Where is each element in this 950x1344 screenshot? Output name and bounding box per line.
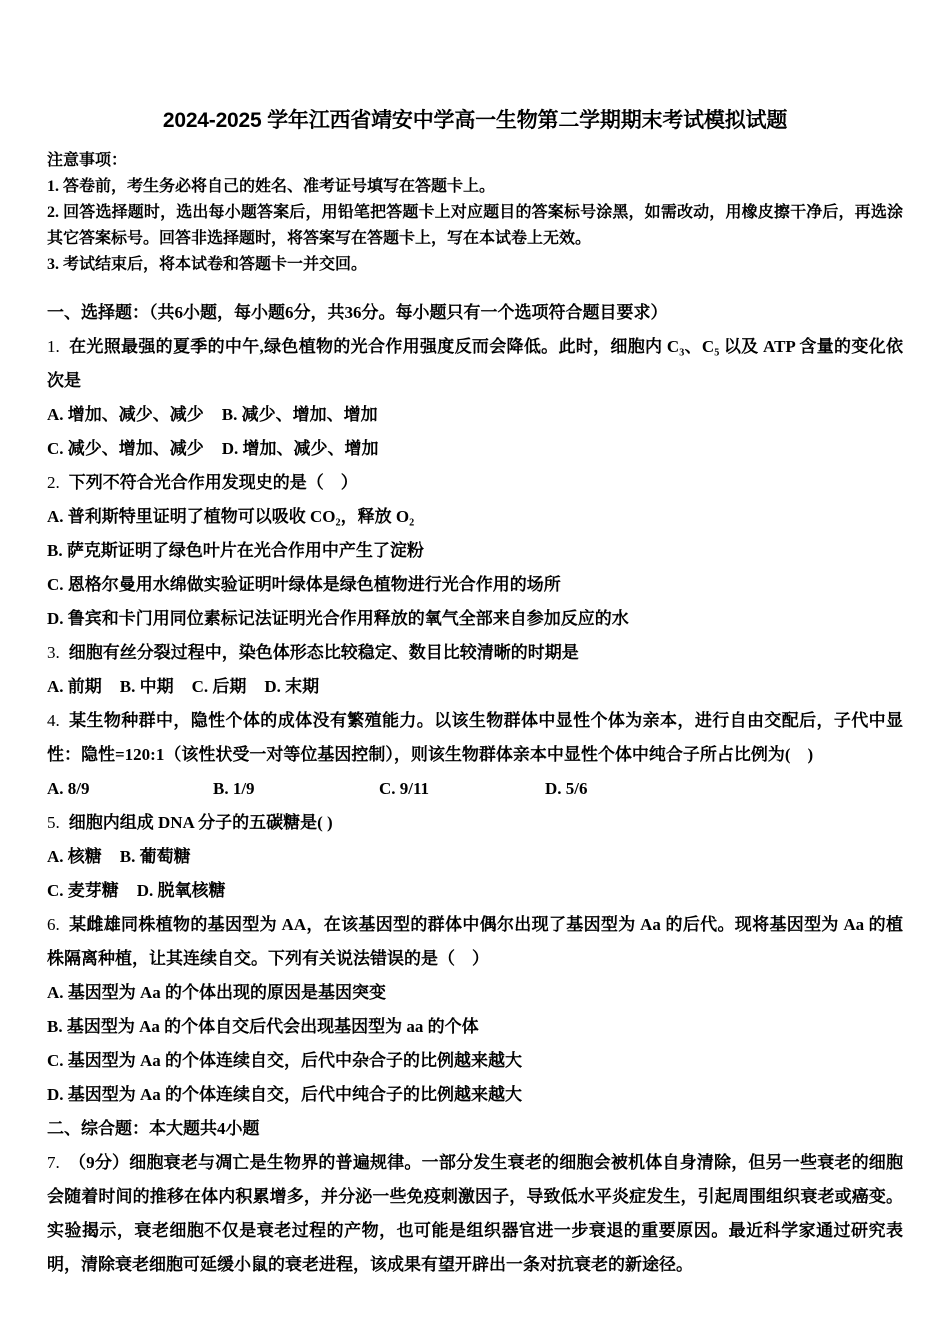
- question-5-stem: 细胞内组成 DNA 分子的五碳糖是( ): [68, 813, 333, 832]
- question-3-options-row: [47, 670, 903, 704]
- question-3-number: 3.: [47, 643, 60, 662]
- question-2-option-c: C. 恩格尔曼用水绵做实验证明叶绿体是绿色植物进行光合作用的场所: [47, 575, 561, 594]
- question-3-stem: 细胞有丝分裂过程中，染色体形态比较稳定、数目比较清晰的时期是: [68, 643, 579, 662]
- notice-item-1: 1. 答卷前，考生务必将自己的姓名、准考证号填写在答题卡上。: [47, 178, 496, 195]
- question-7-number: 7.: [47, 1153, 60, 1172]
- exam-title: 2024-2025 学年江西省靖安中学高一生物第二学期期末考试模拟试题: [162, 109, 788, 132]
- question-1-option-b: B. 减少、增加、增加: [221, 405, 378, 424]
- question-2-option-b: B. 萨克斯证明了绿色叶片在光合作用中产生了淀粉: [47, 541, 424, 560]
- question-4-number: 4.: [47, 711, 60, 730]
- notice-item-3: 3. 考试结束后，将本试卷和答题卡一并交回。: [47, 256, 368, 273]
- question-1-option-c: C. 减少、增加、减少: [47, 439, 204, 458]
- question-5-options-row-1: [47, 840, 903, 874]
- question-5: [47, 806, 903, 840]
- question-1-option-a: A. 增加、减少、减少: [47, 405, 204, 424]
- question-4-option-b: B. 1/9: [213, 779, 255, 798]
- notice-item-2: 2. 回答选择题时，选出每小题答案后，用铅笔把答题卡上对应题目的答案标号涂黑，如需改动，用橡皮擦干净后，再选涂其它答案标号。回答非选择题时，将答案写在答题卡上，写在本试卷上无效。: [47, 204, 903, 247]
- question-6: [47, 908, 903, 976]
- section-2-heading: 二、综合题：本大题共4小题: [47, 1119, 260, 1138]
- question-5-number: 5.: [47, 813, 60, 832]
- question-5-option-a: A. 核糖: [47, 847, 102, 866]
- section-1-heading: 一、选择题：（共6小题，每小题6分，共36分。每小题只有一个选项符合题目要求）: [47, 303, 668, 322]
- question-6-option-a: A. 基因型为 Aa 的个体出现的原因是基因突变: [47, 983, 387, 1002]
- question-7: [47, 1146, 903, 1282]
- question-2-option-d: D. 鲁宾和卡门用同位素标记法证明光合作用释放的氧气全部来自参加反应的水: [47, 609, 629, 628]
- question-4-option-d: D. 5/6: [545, 779, 588, 798]
- question-2-number: 2.: [47, 473, 60, 492]
- question-6-stem: 某雌雄同株植物的基因型为 AA，在该基因型的群体中偶尔出现了基因型为 Aa 的后代。现将基因型为 Aa 的植株隔离种植，让其连续自交。下列有关说法错误的是（ ）: [47, 915, 903, 968]
- question-6-option-c: C. 基因型为 Aa 的个体连续自交，后代中杂合子的比例越来越大: [47, 1051, 523, 1070]
- question-4-option-c: C. 9/11: [379, 779, 430, 798]
- question-4: [47, 704, 903, 772]
- question-3-option-d: D. 末期: [264, 677, 320, 696]
- question-3-option-a: A. 前期: [47, 677, 102, 696]
- question-5-option-c: C. 麦芽糖: [47, 881, 119, 900]
- question-4-stem: 某生物种群中，隐性个体的成体没有繁殖能力。以该生物群体中显性个体为亲本，进行自由交配后，子代中显性：隐性=120:1（该性状受一对等位基因控制），则该生物群体亲本中显性个体中纯合子所占比例为( ): [47, 711, 903, 764]
- question-2-stem: 下列不符合光合作用发现史的是（ ）: [68, 473, 358, 492]
- question-3: [47, 636, 903, 670]
- question-1-options-row-1: [47, 398, 903, 432]
- question-7-stem: （9分）细胞衰老与凋亡是生物界的普遍规律。一部分发生衰老的细胞会被机体自身清除，但另一些衰老的细胞会随着时间的推移在体内积累增多，并分泌一些免疫刺激因子，导致低水平炎症发生，引起周围组织衰老或癌变。实验揭示，衰老细胞不仅是衰老过程的产物，也可能是组织器官进一步衰退的重要原因。最近科学家通过研究表明，清除衰老细胞可延缓小鼠的衰老进程，该成果有望开辟出一条对抗衰老的新途径。: [47, 1153, 903, 1274]
- question-6-number: 6.: [47, 915, 60, 934]
- question-1-stem: 在光照最强的夏季的中午,绿色植物的光合作用强度反而会降低。此时，细胞内 C₃、C₅ 以及 ATP 含量的变化依次是: [47, 337, 903, 390]
- question-3-option-c: C. 后期: [191, 677, 247, 696]
- question-4-option-a: A. 8/9: [47, 779, 90, 798]
- question-1-number: 1.: [47, 337, 60, 356]
- question-5-option-d: D. 脱氧核糖: [136, 881, 226, 900]
- question-4-options-row: [47, 772, 903, 806]
- question-1-options-row-2: [47, 432, 903, 466]
- question-3-option-b: B. 中期: [119, 677, 174, 696]
- question-1: [47, 330, 903, 398]
- notice-heading: 注意事项：: [47, 152, 128, 169]
- question-6-option-b: B. 基因型为 Aa 的个体自交后代会出现基因型为 aa 的个体: [47, 1017, 479, 1036]
- question-5-option-b: B. 葡萄糖: [119, 847, 191, 866]
- question-2-option-a: A. 普利斯特里证明了植物可以吸收 CO₂，释放 O₂: [47, 507, 415, 526]
- question-5-options-row-2: [47, 874, 903, 908]
- question-1-option-d: D. 增加、减少、增加: [221, 439, 379, 458]
- notice-section: [47, 148, 903, 278]
- question-6-option-d: D. 基因型为 Aa 的个体连续自交，后代中纯合子的比例越来越大: [47, 1085, 523, 1104]
- question-2: [47, 466, 903, 500]
